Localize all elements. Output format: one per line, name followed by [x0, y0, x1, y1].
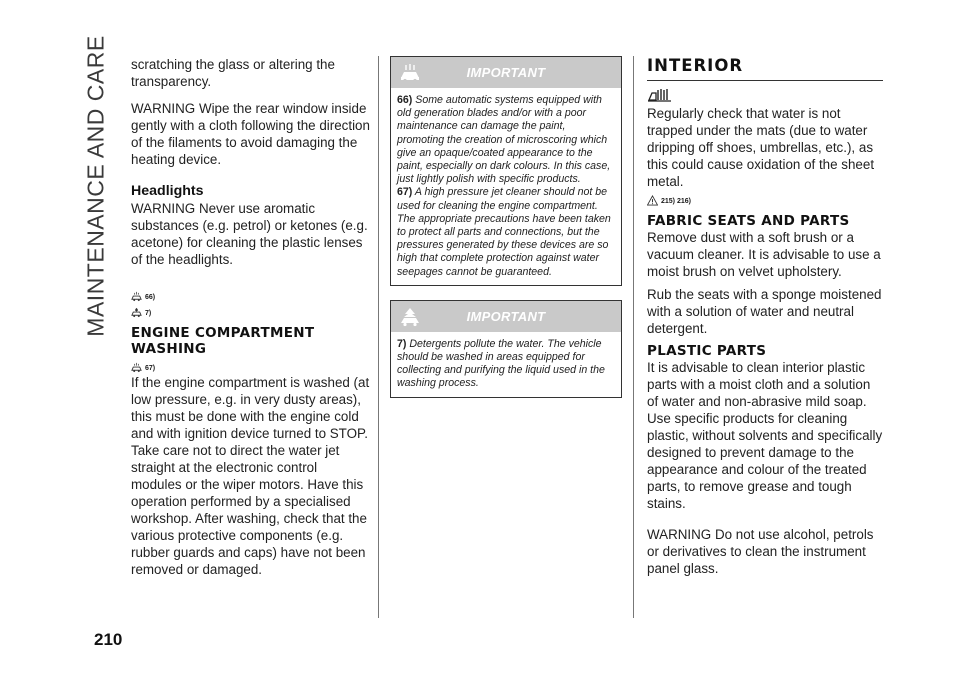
paragraph: Rub the seats with a sponge moistened with a solution of water and neutral detergent.: [647, 287, 882, 336]
engine-washing-heading: ENGINE COMPARTMENT WASHING: [131, 325, 315, 357]
note-text: A high pressure jet cleaner should not be used for cleaning the engine compartment. The appropriate precautions have been taken to protect all parts and connections, but the pressures generated by these devices are so high that complete protection against water seepages cannot be guaranteed.: [397, 186, 611, 278]
warning-triangle-icon: [647, 195, 658, 206]
fabric-seats-heading: FABRIC SEATS AND PARTS: [647, 213, 850, 229]
column-divider: [633, 56, 634, 618]
reference-row: [131, 303, 371, 318]
important-box: [390, 300, 622, 398]
reference-number: 66): [145, 294, 156, 301]
paragraph: Remove dust with a soft brush or a vacuum cleaner. It is advisable to use a moist brush on velvet upholstery.: [647, 230, 881, 279]
car-seat-icon: [647, 87, 673, 103]
page-number: 210: [94, 630, 123, 649]
heading-rule: [647, 80, 883, 81]
paragraph: It is advisable to clean interior plastic parts with a moist cloth and a solution of water and non-abrasive mild soap. Use specific products for cleaning plastic, without solvents and specifically designed to prevent damage to the appearance and colour of the treated parts, to remove grease and tough stains.: [647, 360, 883, 511]
note-number: 67): [397, 186, 413, 199]
section-side-tab: [76, 35, 116, 337]
paragraph-warning: WARNING Do not use alcohol, petrols or derivatives to clean the instrument panel glass.: [647, 527, 874, 576]
reference-row: [131, 287, 371, 302]
note-item: [397, 338, 615, 391]
plastic-parts-heading: PLASTIC PARTS: [647, 343, 767, 359]
interior-heading: INTERIOR: [647, 56, 744, 75]
note-number: 66): [397, 94, 413, 106]
car-wash-icon: [399, 63, 421, 83]
headlights-heading: Headlights: [131, 183, 204, 199]
note-text: Some automatic systems equipped with old generation blades and/or with a poor maintenance can damage the paint, promoting the creation of microscoring which give an opaque/coated appearance to the paint, especially on dark colours. In this case, just lightly polish with specific products.: [397, 94, 611, 186]
reference-number: 67): [145, 365, 156, 372]
column-middle: [390, 56, 622, 398]
note-item: [397, 186, 615, 278]
reference-row: [647, 191, 883, 206]
paragraph: If the engine compartment is washed (at low pressure, e.g. in very dusty areas), this must be done with the engine cold and with ignition device turned to STOP. Take care not to direct the water jet straight at the electronic control modules or the wiper motors. Have this operation performed by a specialised workshop. After washing, check that the various protective components (e.g. rubber guards and caps) have not been removed or damaged.: [131, 375, 370, 577]
paragraph-warning: WARNING Never use aromatic substances (e.g. petrol) or ketones (e.g. acetone) for cleaning the plastic lenses of the headlights.: [131, 201, 368, 267]
important-box-header: [391, 57, 621, 88]
reference-row: [131, 358, 371, 373]
car-wash-icon: [131, 362, 142, 373]
important-title: IMPORTANT: [466, 308, 546, 324]
note-number: 7): [397, 337, 407, 350]
reference-number: 7): [145, 310, 152, 317]
important-title: IMPORTANT: [466, 65, 546, 80]
column-left: [131, 56, 371, 578]
reference-number: 215) 216): [661, 198, 691, 205]
section-side-title: MAINTENANCE AND CARE: [82, 35, 109, 337]
paragraph-warning: WARNING Wipe the rear window inside gently with a cloth following the direction of the filaments to avoid damaging the heating device.: [131, 101, 370, 167]
paragraph: Regularly check that water is not trapped under the mats (due to water dripping off shoes, umbrellas, etc.), as this could cause oxidation of the sheet metal.: [647, 106, 875, 189]
environment-icon: [399, 307, 421, 327]
column-divider: [378, 56, 379, 618]
environment-icon: [131, 307, 142, 318]
car-wash-icon: [131, 291, 142, 302]
column-right: [647, 56, 883, 577]
paragraph: scratching the glass or altering the transparency.: [131, 57, 335, 89]
note-item: [397, 94, 615, 186]
note-text: Detergents pollute the water. The vehicle should be washed in areas equipped for collecting and purifying the liquid used in the washing process.: [397, 337, 605, 390]
important-box: [390, 56, 622, 286]
important-box-header: [391, 301, 621, 332]
